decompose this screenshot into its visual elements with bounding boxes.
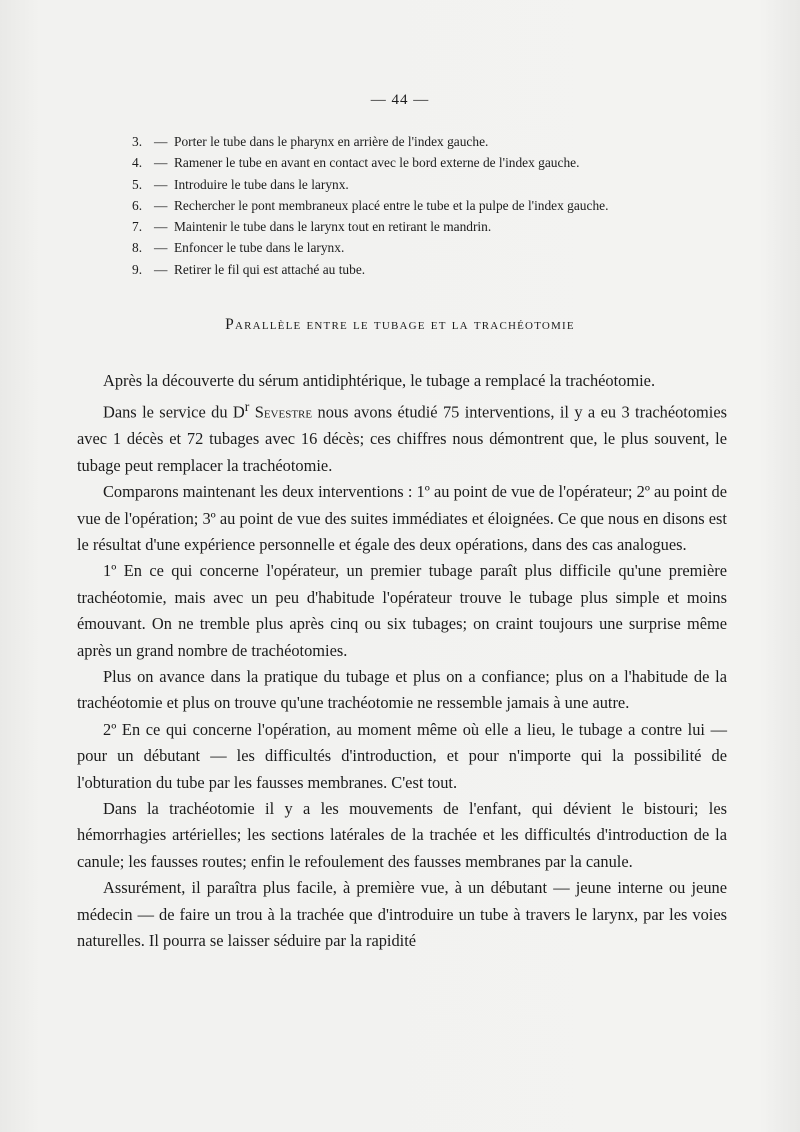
list-item [132, 259, 732, 280]
paragraph: Assurément, il paraîtra plus facile, à première vue, à un débutant — jeune interne ou jeune médecin — de faire un trou à la trachée que d'introduire un tube à travers le larynx, par les voies naturelles. Il pourra se laisser séduire par la rapidité [77, 878, 727, 950]
step-dash: — [154, 240, 168, 256]
step-number: 3. [132, 134, 143, 149]
step-dash: — [154, 197, 168, 213]
paragraph: Comparons maintenant les deux interventions : 1º au point de vue de l'opérateur; 2º au point de vue de l'opération; 3º au point de vue des suites immédiates et éloignées. Ce que nous en disons est le résultat d'une expérience personnelle et égale des deux opérations, dans des cas analogues. [77, 482, 727, 554]
step-dash: — [154, 134, 168, 149]
step-text: Ramener le tube en avant en contact avec le bord externe de l'index gauche. [174, 155, 580, 171]
step-dash: — [154, 219, 168, 235]
step-number: 4. [132, 155, 143, 171]
step-dash: — [154, 261, 168, 277]
procedure-steps-list [132, 131, 732, 280]
step-dash: — [154, 176, 168, 192]
list-item [132, 174, 732, 195]
page-number: — 44 — [370, 92, 430, 108]
paragraph: 1º En ce qui concerne l'opérateur, un premier tubage paraît plus difficile qu'une première trachéotomie, mais avec un peu d'habitude l'opérateur trouve le tubage plus simple et moins émouvant. On ne tremble plus après cinq ou six tubages; on craint toujours une surprise même après un grand nombre de trachéotomies. [77, 561, 727, 660]
step-text: Rechercher le pont membraneux placé entre le tube et la pulpe de l'index gauche. [174, 197, 609, 213]
step-dash: — [154, 155, 168, 171]
step-text: Maintenir le tube dans le larynx tout en retirant le mandrin. [174, 219, 492, 235]
paragraph [77, 394, 727, 479]
step-number: 9. [132, 261, 143, 277]
paragraph: Dans la trachéotomie il y a les mouvements de l'enfant, qui dévient le bistouri; les hémorrhagies artérielles; les sections latérales de la trachée et les difficultés d'introduction de la canule; les fausses routes; enfin le refoulement des fausses membranes par la canule. [77, 798, 727, 871]
paragraph: 2º En ce qui concerne l'opération, au moment même où elle a lieu, le tubage a contre lui — pour un débutant — les difficultés d'introduction, et pour n'importe qui la possibilité de l'obturation du tube par les fausses membranes. C'est tout. [77, 719, 727, 792]
step-number: 5. [132, 176, 143, 192]
list-item [132, 216, 732, 237]
section-heading: Parallèle entre le tubage et la trachéotomie [225, 316, 575, 333]
person-name: Sevestre [254, 402, 313, 422]
list-item [132, 131, 732, 152]
step-number: 8. [132, 240, 143, 256]
step-text: Enfoncer le tube dans le larynx. [174, 240, 345, 256]
list-item [132, 195, 732, 216]
step-number: 7. [132, 219, 143, 235]
step-text: Porter le tube dans le pharynx en arrière de l'index gauche. [174, 134, 489, 149]
doctor-superscript: r [244, 399, 250, 415]
step-number: 6. [132, 197, 143, 213]
paragraph: Plus on avance dans la pratique du tubage et plus on a confiance; plus on a l'habitude de la trachéotomie et plus on trouve qu'une trachéotomie ne ressemble jamais à une autre. [77, 666, 727, 713]
list-item [132, 152, 732, 173]
list-item [132, 237, 732, 258]
paragraph-text: Dans le service du D [103, 402, 245, 422]
body-text [77, 368, 727, 954]
step-text: Retirer le fil qui est attaché au tube. [174, 261, 366, 277]
paragraph: Après la découverte du sérum antidiphtérique, le tubage a remplacé la trachéotomie. [103, 371, 656, 390]
step-text: Introduire le tube dans le larynx. [174, 176, 349, 192]
paragraph-text: nous avons étudié 75 interventions, il y a eu 3 trachéotomies avec 1 décès et 72 tubages avec 16 décès; ces chiffres nous démontrent que, le plus souvent, le tubage peut remplacer la trachéotomie. [77, 402, 727, 475]
